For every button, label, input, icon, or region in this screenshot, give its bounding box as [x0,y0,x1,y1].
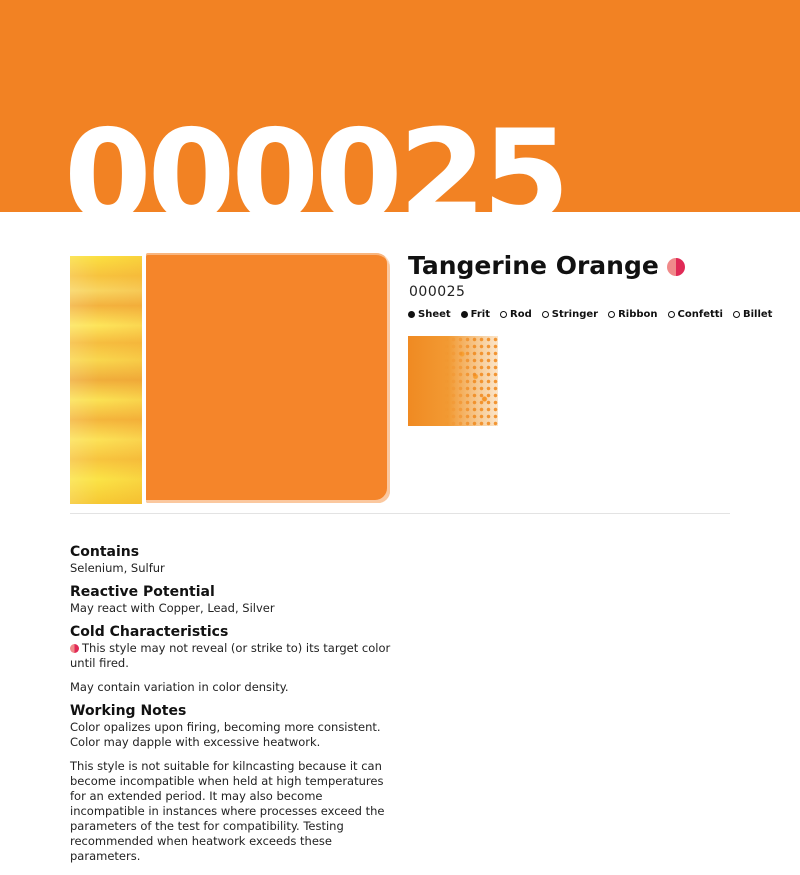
product-name: Tangerine Orange [408,251,659,280]
glass-edge-image [70,256,142,504]
unavailable-dot-icon [500,311,507,318]
product-code: 000025 [409,284,466,300]
form-billet: Billet [733,309,772,320]
available-dot-icon [408,311,415,318]
unavailable-dot-icon [733,311,740,318]
reactive-text: May react with Copper, Lead, Silver [70,601,275,615]
forms-list [408,309,772,320]
form-confetti: Confetti [668,309,723,320]
page-title: 000025 [64,102,567,249]
striking-indicator-icon [667,258,685,276]
unavailable-dot-icon [608,311,615,318]
contains-heading: Contains [70,544,140,560]
form-ribbon: Ribbon [608,309,657,320]
working-heading: Working Notes [70,703,187,719]
frit-sample-image [408,336,498,426]
cold-heading: Cold Characteristics [70,624,229,640]
unavailable-dot-icon [668,311,675,318]
available-dot-icon [461,311,468,318]
form-sheet: Sheet [408,309,451,320]
contains-text: Selenium, Sulfur [70,561,165,575]
reactive-heading: Reactive Potential [70,584,215,600]
working-text-1: Color opalizes upon firing, becoming more consistent. Color may dapple with excessive heatwork. [70,720,381,749]
cold-text-1: This style may not reveal (or strike to) its target color until fired. [70,641,391,670]
form-rod: Rod [500,309,532,320]
working-text-2: This style is not suitable for kilncasting because it can become incompatible when held at high temperatures for an extended period. It may also become incompatible in instances where processes exceed the parameters of the test for compatibility. Testing recommended when heatwork exceeds these parameters. [70,759,385,863]
unavailable-dot-icon [542,311,549,318]
glass-sheet-image [146,253,390,503]
cold-text-2: May contain variation in color density. [70,680,289,694]
details-section [70,543,400,873]
form-frit: Frit [461,309,490,320]
striking-indicator-icon [70,644,79,653]
section-divider [70,513,730,514]
form-stringer: Stringer [542,309,598,320]
product-title-row [408,250,685,282]
